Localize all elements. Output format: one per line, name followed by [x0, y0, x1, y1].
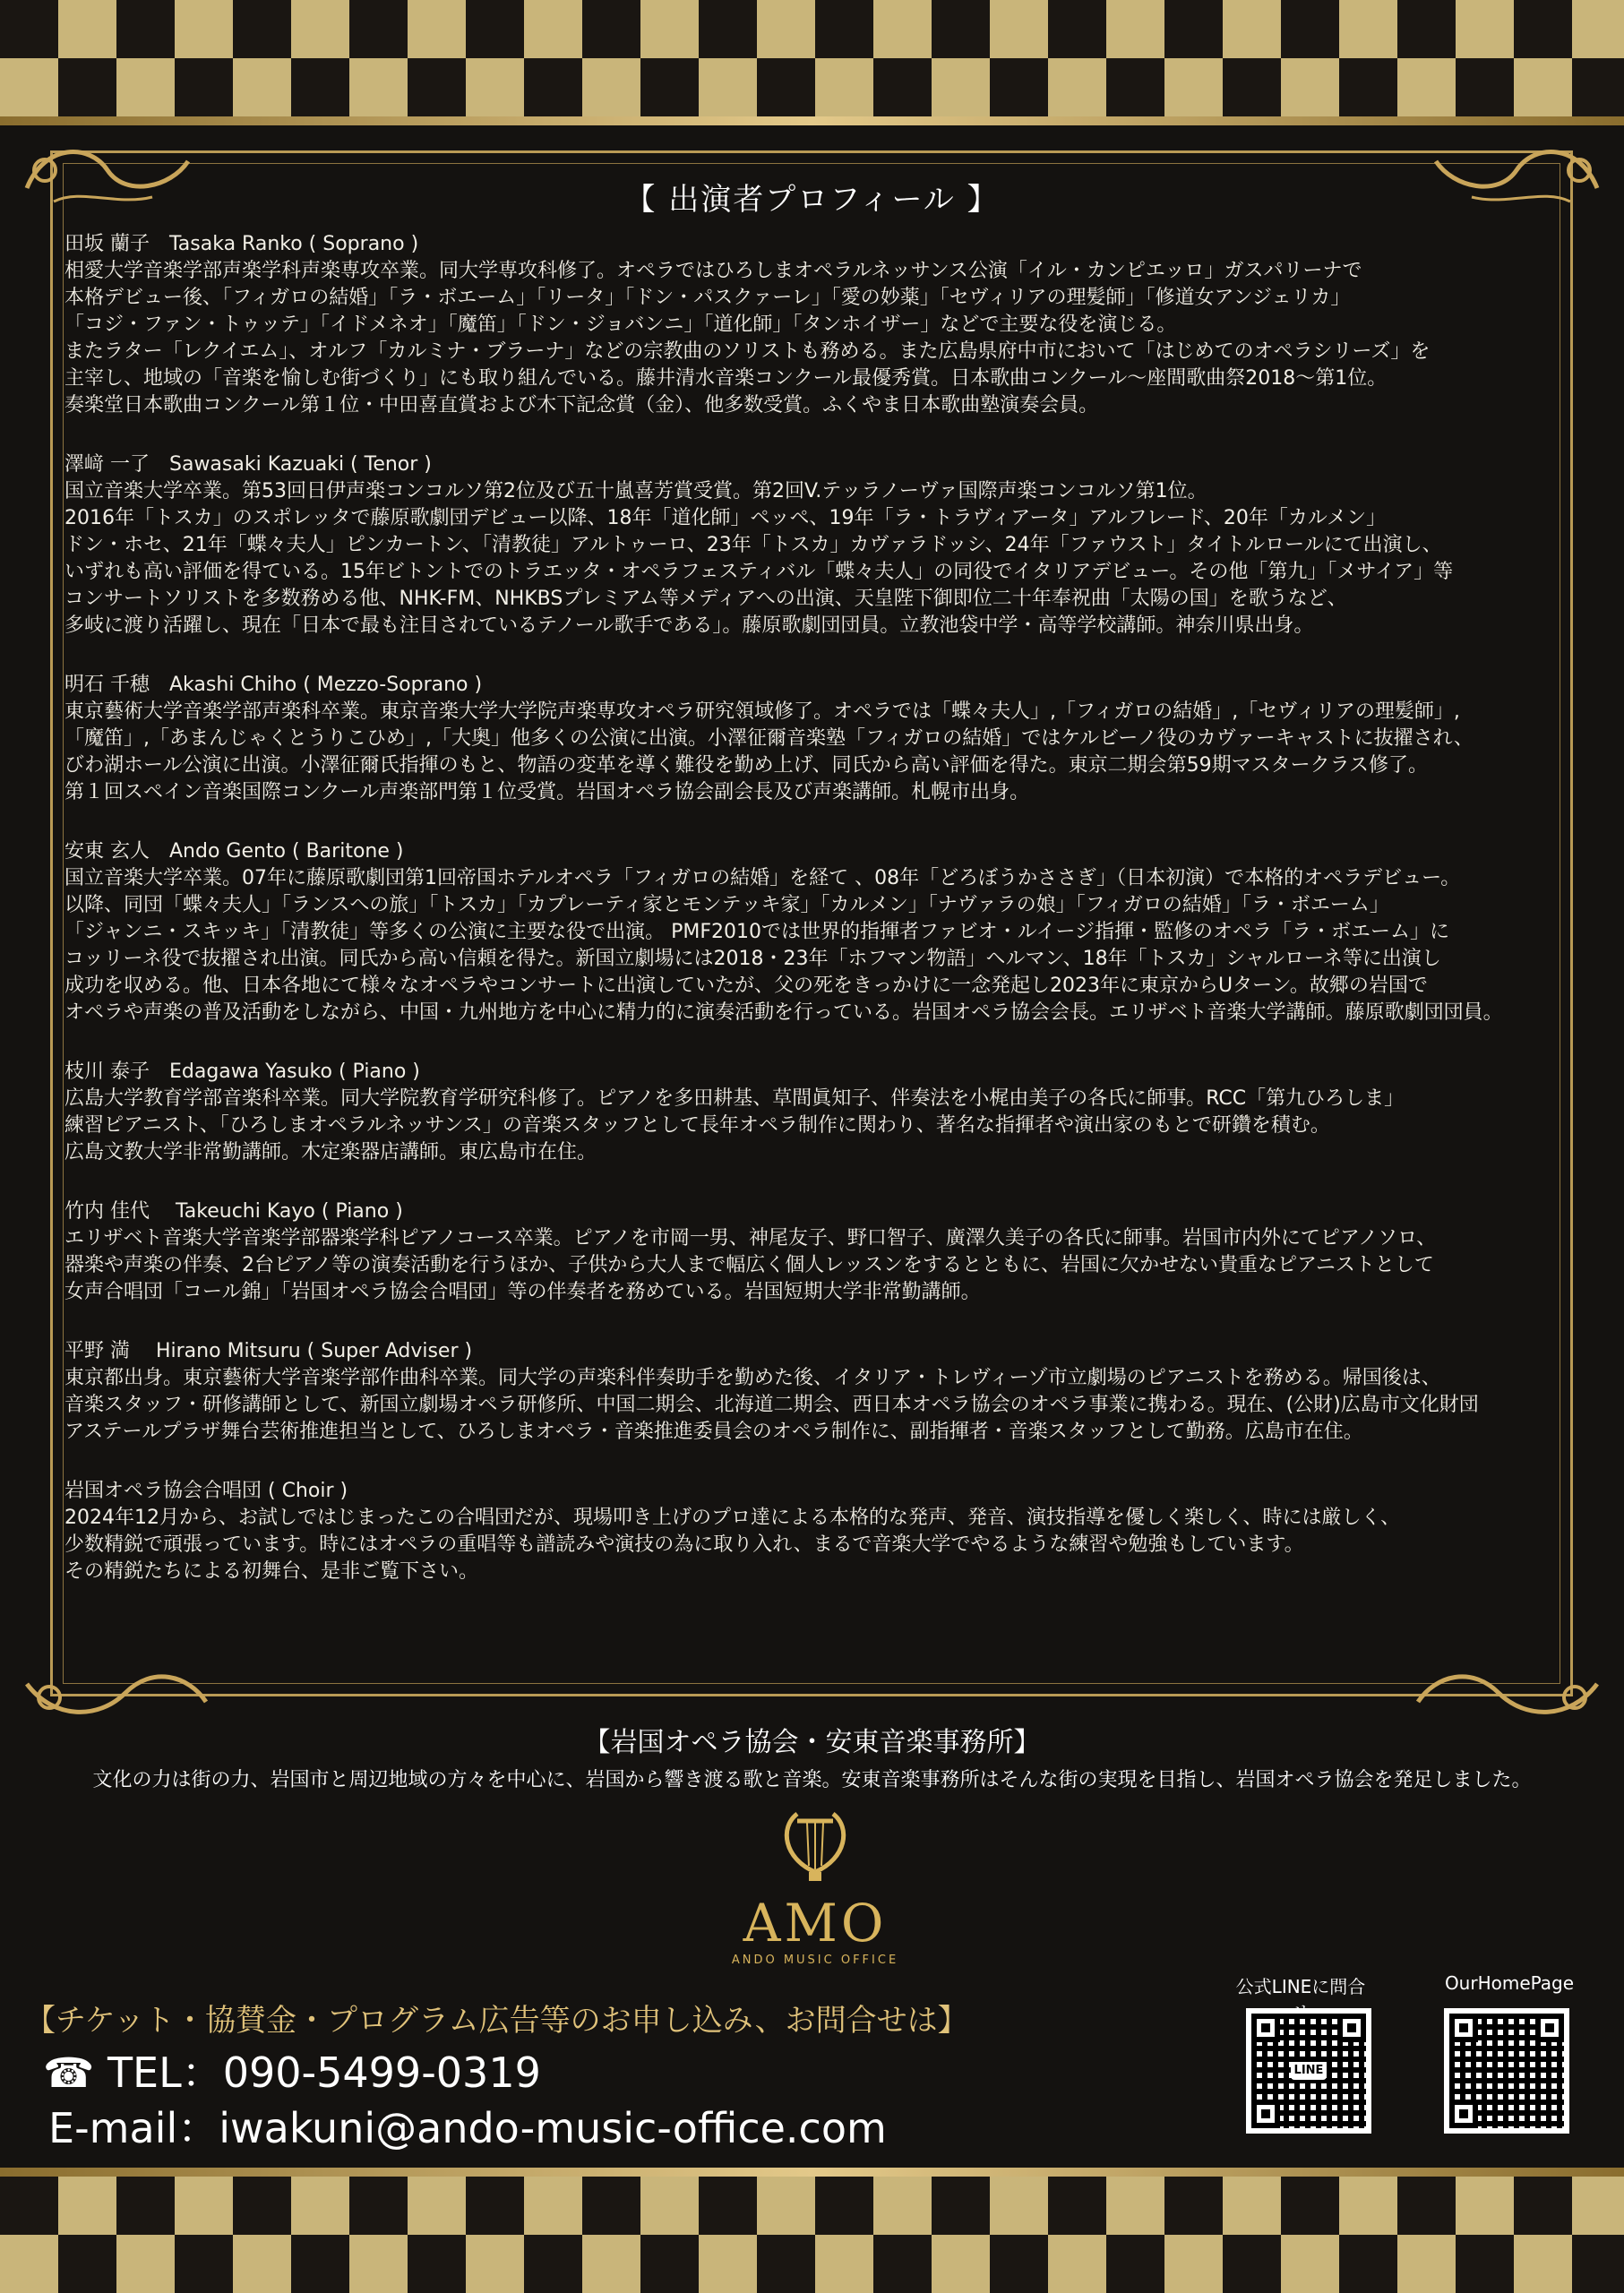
logo-subtext: ANDO MUSIC OFFICE — [731, 1954, 899, 1967]
profile-line: 2016年「トスカ」のスポレッタで藤原歌劇団デビュー以降、18年「道化師」ペッペ、19年「ラ・トラヴィアータ」アルフレード、20年「カルメン」 — [64, 507, 1387, 529]
profile-list — [64, 231, 1587, 1618]
homepage-qr-code[interactable] — [1444, 2008, 1569, 2134]
profile-line: 第１回スペイン音楽国際コンクール声楽部門第１位受賞。岩国オペラ協会副会長及び声楽講師。札幌市出身。 — [64, 781, 1030, 803]
qr-finder-mark — [1251, 2014, 1280, 2042]
profile-line: 女声合唱団「コール錦」「岩国オペラ協会合唱団」等の伴奏者を務めている。岩国短期大学非常勤講師。 — [64, 1281, 981, 1303]
profile-name: 明石 千穂 Akashi Chiho ( Mezzo-Soprano ) — [64, 674, 483, 696]
checker-border-bottom — [0, 2177, 1624, 2293]
profile-line: コッリーネ役で抜擢され出演。同氏から高い信頼を得た。新国立劇場には2018・23年「ホフマン物語」ヘルマン、18年「トスカ」シャルローネ等に出演し — [64, 948, 1441, 970]
gold-band-bottom — [0, 2168, 1624, 2177]
contact-heading: 【チケット・協賛金・プログラム広告等のお申し込み、お問合せは】 — [25, 2003, 968, 2039]
organization-title: 【岩国オペラ協会・安東音楽事務所】 — [583, 1727, 1041, 1758]
profile-line: エリザベト音楽大学音楽学部器楽学科ピアノコース卒業。ピアノを市岡一男、神尾友子、野口智子、廣澤久美子の各氏に師事。岩国市内外にてピアノソロ、 — [64, 1227, 1437, 1250]
profile-body — [64, 865, 1587, 1026]
amo-logo — [708, 1805, 923, 1984]
qr-finder-mark — [1251, 2100, 1280, 2128]
profile-body — [64, 1086, 1587, 1166]
profile-line: 主宰し、地域の「音楽を愉しむ街づくり」にも取り組んでいる。藤井清水音楽コンクール最優秀賞。日本歌曲コンクール～座間歌曲祭2018～第1位。 — [64, 367, 1388, 390]
qr-finder-mark — [1535, 2014, 1564, 2042]
profile-line: 奏楽堂日本歌曲コンクール第１位・中田喜直賞および木下記念賞（金）、他多数受賞。ふくやま日本歌曲塾演奏会員。 — [64, 394, 1099, 417]
profile-name: 岩国オペラ協会合唱団 ( Choir ) — [64, 1480, 348, 1502]
profile-entry — [64, 451, 1587, 640]
qr-home-label: OurHomePage — [1444, 1972, 1575, 1994]
lyre-icon — [775, 1805, 855, 1885]
profile-line: 本格デビュー後、「フィガロの結婚」「ラ・ボエーム」「リータ」「ドン・パスクァーレ」「愛の妙薬」「セヴィリアの理髪師」「修道女アンジェリカ」 — [64, 287, 1351, 309]
profile-entry — [64, 1198, 1587, 1306]
qr-pattern — [1449, 2014, 1564, 2128]
profile-name: 枝川 泰子 Edagawa Yasuko ( Piano ) — [64, 1061, 420, 1083]
profile-body — [64, 258, 1587, 419]
profile-body — [64, 478, 1587, 640]
profile-line: 国立音楽大学卒業。07年に藤原歌劇団第1回帝国ホテルオペラ「フィガロの結婚」を経て 、08年「どろぼうかささぎ」（日本初演）で本格的オペラデビュー。 — [64, 867, 1461, 889]
qr-finder-mark — [1449, 2100, 1478, 2128]
scroll-ornament-icon — [18, 1657, 215, 1729]
profile-line: 2024年12月から、お試しではじまったこの合唱団だが、現場叩き上げのプロ達による本格的な発声、発音、演技指導を優しく楽しく、時には厳しく、 — [64, 1507, 1401, 1529]
profile-name: 澤﨑 一了 Sawasaki Kazuaki ( Tenor ) — [64, 453, 432, 476]
gold-band-top — [0, 116, 1624, 125]
profile-line: 練習ピアニスト、「ひろしまオペラルネッサンス」の音楽スタッフとして長年オペラ制作に関わり、著名な指揮者や演出家のもとで研鑽を積む。 — [64, 1114, 1330, 1137]
profile-entry — [64, 1338, 1587, 1446]
profile-line: またラター「レクイエム」、オルフ「カルミナ・ブラーナ」などの宗教曲のソリストも務める。また広島県府中市において「はじめてのオペラシリーズ」を — [64, 340, 1431, 363]
qr-finder-mark — [1337, 2014, 1366, 2042]
line-qr-code[interactable] — [1246, 2008, 1371, 2134]
profile-entry — [64, 838, 1587, 1026]
qr-line-label: 公式LINEに問合 — [1235, 1976, 1366, 1997]
profile-body — [64, 1225, 1587, 1306]
tel-row — [43, 2040, 541, 2100]
profile-name: 安東 玄人 Ando Gento ( Baritone ) — [64, 840, 404, 863]
profile-line: 「コジ・ファン・トゥッテ」「イドメネオ」「魔笛」「ドン・ジョバンニ」「道化師」「タンホイザー」などで主要な役を演じる。 — [64, 313, 1177, 336]
profile-line: 国立音楽大学卒業。第53回日伊声楽コンコルソ第2位及び五十嵐喜芳賞受賞。第2回V.テッラノーヴァ国際声楽コンコルソ第1位。 — [64, 480, 1207, 502]
profile-line: アステールプラザ舞台芸術推進担当として、ひろしまオペラ・音楽推進委員会のオペラ制作に、副指揮者・音楽スタッフとして勤務。広島市在住。 — [64, 1421, 1363, 1443]
profile-name: 竹内 佳代 Takeuchi Kayo ( Piano ) — [64, 1200, 403, 1223]
profile-line: 広島文教大学非常勤講師。木定楽器店講師。東広島市在住。 — [64, 1141, 597, 1164]
profile-line: 東京藝術大学音楽学部声楽科卒業。東京音楽大学大学院声楽専攻オペラ研究領域修了。オペラでは「蝶々夫人」,「フィガロの結婚」,「セヴィリアの理髪師」, — [64, 700, 1460, 723]
profile-line: 相愛大学音楽学部声楽学科声楽専攻卒業。同大学専攻科修了。オペラではひろしまオペラルネッサンス公演「イル・カンピエッロ」ガスパリーナで — [64, 260, 1362, 282]
profile-line: その精鋭たちによる初舞台、是非ご覧下さい。 — [64, 1560, 479, 1583]
profile-body — [64, 1365, 1587, 1446]
profile-line: 少数精鋭で頑張っています。時にはオペラの重唱等も譜読みや演技の為に取り入れ、まるで音楽大学でやるような練習や勉強もしています。 — [64, 1533, 1304, 1556]
profile-name: 田坂 蘭子 Tasaka Ranko ( Soprano ) — [64, 233, 419, 255]
profile-entry — [64, 1478, 1587, 1585]
logo-text: AMO — [743, 1893, 888, 1954]
profile-line: 成功を収める。他、日本各地にて様々なオペラやコンサートに出演していたが、父の死をきっかけに一念発起し2023年に東京からUターン。故郷の岩国で — [64, 975, 1428, 997]
organization-description: 文化の力は街の力、岩国市と周辺地域の方々を中心に、岩国から響き渡る歌と音楽。安東音楽事務所はそんな街の実現を目指し、岩国オペラ協会を発足しました。 — [92, 1769, 1532, 1791]
profile-line: コンサートソリストを多数務める他、NHK-FM、NHKBSプレミアム等メディアへの出演、天皇陛下御即位二十年奉祝曲「太陽の国」を歌うなど、 — [64, 588, 1347, 610]
checker-border-top — [0, 0, 1624, 116]
profile-line: いずれも高い評価を得ている。15年ビトントでのトラエッタ・オペラフェスティバル「蝶々夫人」の同役でイタリアデビュー。その他「第九」「メサイア」等 — [64, 561, 1454, 583]
scroll-ornament-icon — [1409, 1657, 1606, 1729]
profile-name: 平野 満 Hirano Mitsuru ( Super Adviser ) — [64, 1340, 473, 1362]
profile-line: 「魔笛」,「あまんじゃくとうりこひめ」,「大奥」他多くの公演に出演。小澤征爾音楽塾「フィガロの結婚」ではケルビーノ役のカヴァーキャストに抜擢され、 — [64, 727, 1474, 750]
profile-line: 広島大学教育学部音楽科卒業。同大学院教育学研究科修了。ピアノを多田耕基、草間眞知子、伴奏法を小梶由美子の各氏に師事。RCC「第九ひろしま」 — [64, 1087, 1405, 1110]
qr-finder-mark — [1449, 2014, 1478, 2042]
profile-line: びわ湖ホール公演に出演。小澤征爾氏指揮のもと、物語の変革を導く難役を勤め上げ、同氏から高い評価を得た。東京二期会第59期マスタークラス修了。 — [64, 754, 1429, 777]
profile-line: 多岐に渡り活躍し、現在「日本で最も注目されているテノール歌手である」。藤原歌劇団団員。立教池袋中学・高等学校講師。神奈川県出身。 — [64, 614, 1314, 637]
profile-body — [64, 1505, 1587, 1585]
profile-line: 音楽スタッフ・研修講師として、新国立劇場オペラ研修所、中国二期会、北海道二期会、西日本オペラ協会のオペラ事業に携わる。現在、(公財)広島市文化財団 — [64, 1394, 1479, 1416]
profile-line: オペラや声楽の普及活動をしながら、中国・九州地方を中心に精力的に演奏活動を行っている。岩国オペラ協会会長。エリザベト音楽大学講師。藤原歌劇団団員。 — [64, 1001, 1503, 1024]
page-title: 【 出演者プロフィール 】 — [624, 182, 1000, 218]
line-badge: LINE — [1291, 2062, 1327, 2080]
qr-pattern — [1251, 2014, 1366, 2128]
profile-entry — [64, 1059, 1587, 1166]
tel-number[interactable]: TEL：090-5499-0319 — [107, 2048, 541, 2097]
profile-line: ドン・ホセ、21年「蝶々夫人」ピンカートン、「清教徒」アルトゥーロ、23年「トスカ」カヴァラドッシ、24年「ファウスト」タイトルロールにて出演し、 — [64, 534, 1442, 556]
profile-entry — [64, 672, 1587, 806]
phone-icon: ☎ — [43, 2048, 95, 2097]
email-address[interactable]: E-mail：iwakuni@ando-music-office.com — [48, 2104, 887, 2152]
profile-line: 以降、同団「蝶々夫人」「ランスへの旅」「トスカ」「カプレーティ家とモンテッキ家」「カルメン」「ナヴァラの娘」「フィガロの結婚」「ラ・ボエーム」 — [64, 894, 1389, 916]
profile-line: 器楽や声楽の伴奏、2台ピアノ等の演奏活動を行うほか、子供から大人まで幅広く個人レッスンをするとともに、岩国に欠かせない貴重なピアニストとして — [64, 1254, 1434, 1276]
profile-entry — [64, 231, 1587, 419]
profile-line: 東京都出身。東京藝術大学音楽学部作曲科卒業。同大学の声楽科伴奏助手を勤めた後、イタリア・トレヴィーゾ市立劇場のピアニストを務める。帰国後は、 — [64, 1367, 1441, 1389]
profile-line: 「ジャンニ・スキッキ」「清教徒」等多くの公演に主要な役で出演。 PMF2010では世界的指揮者ファビオ・ルイージ指揮・監修のオペラ「ラ・ボエーム」に — [64, 921, 1450, 943]
profile-body — [64, 699, 1587, 806]
